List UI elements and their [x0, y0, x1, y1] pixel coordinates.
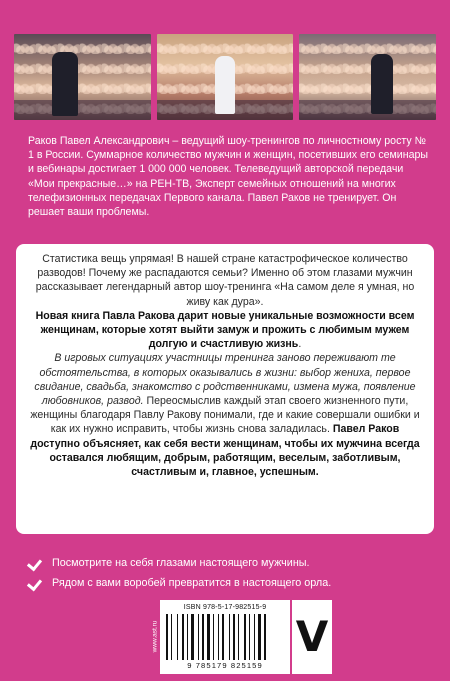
barcode-bar [185, 614, 186, 660]
highlight-end: . [298, 338, 302, 351]
barcode-bar [177, 614, 178, 660]
barcode-bar [231, 614, 232, 660]
barcode-bar [247, 614, 248, 660]
barcode-bar [187, 614, 188, 660]
barcode-bar [200, 614, 201, 660]
barcode-bar [258, 614, 261, 660]
speaker-figure [371, 54, 393, 114]
bullet-text: Посмотрите на себя глазами настоящего мужчины. [52, 557, 310, 569]
barcode-bar [251, 614, 253, 660]
barcode-bar [244, 614, 246, 660]
bullet-text: Рядом с вами воробей превратится в настоящего орла. [52, 577, 332, 589]
photo-strip [14, 34, 436, 120]
highlight-paragraph [30, 309, 420, 352]
highlight-text: Новая книга Павла Ракова дарит новые уникальные возможности всем женщинам, которые хотят выйти замуж и прожить с любимым мужем долгую и счастливую жизнь [35, 309, 415, 351]
barcode-bar [267, 614, 268, 660]
seminar-photo-3 [299, 34, 436, 120]
checkmark-icon [28, 576, 44, 590]
ean-text: 9 785179 825159 [187, 661, 263, 670]
barcode-bar [182, 614, 184, 660]
barcode-bar [171, 614, 172, 660]
barcode-bar [233, 614, 235, 660]
story-bold: Павел Раков доступно объясняет, как себя вести женщинам, чтобы их мужчина всегда оставался любящим, добрым, работящим, веселым, заботливым, счастливым и, главное, успешным. [30, 423, 420, 479]
story-plain: Переосмыслив каждый этап своего жизненного пути, женщины благодаря Павлу Ракову понимали, где и какие совершали ошибки и как их нужно исправить, чтобы жизнь снова заладилась. [30, 395, 420, 436]
barcode-bar [191, 614, 194, 660]
seminar-photo-2 [157, 34, 294, 120]
barcode-bar [198, 614, 199, 660]
seminar-photo-1 [14, 34, 151, 120]
publisher-logo [292, 600, 332, 674]
barcode-bar [238, 614, 239, 660]
barcode-bar [189, 614, 190, 660]
barcode-bar [249, 614, 250, 660]
barcode-bar [179, 614, 181, 660]
publisher-logo-letter: V [295, 612, 329, 661]
barcode-bar [207, 614, 210, 660]
isbn-text: ISBN 978-5-17-982515-9 [183, 604, 267, 611]
story-italic: В игровых ситуациях участницы тренинга заново переживают те обстоятельства, в которых оказывались в жизни: выбор жениха, первое свидание, свадьба, знакомство с родственниками, измена мужа, появление любовников, развод. [34, 352, 416, 408]
barcode-bar [213, 614, 214, 660]
barcode-bar [215, 614, 217, 660]
barcode-bar [225, 614, 228, 660]
barcode-bar [254, 614, 255, 660]
intro-paragraph: Статистика вещь упрямая! В нашей стране катастрофическое количество разводов! Почему же распадаются семьи? Именно об этом глазами мужчин рассказывает легендарный автор шоу-тренинга «На самом деле я умная, но живу как дура». [35, 253, 415, 308]
barcode-bar [205, 614, 206, 660]
publisher-site-text: www.ast.ru [151, 620, 159, 653]
story-paragraph [30, 351, 420, 479]
bullet-item [28, 553, 428, 573]
barcode-bar [195, 614, 197, 660]
barcode-bar [211, 614, 212, 660]
barcode-bars [166, 614, 284, 660]
barcode-bar [222, 614, 224, 660]
barcode-bar [236, 614, 237, 660]
barcode-bar [202, 614, 204, 660]
barcode-bar [240, 614, 243, 660]
bullet-item [28, 573, 428, 593]
barcode [160, 600, 290, 674]
barcode-bar [256, 614, 257, 660]
speaker-figure [52, 52, 78, 116]
barcode-bar [166, 614, 168, 660]
bullet-list [28, 553, 428, 593]
barcode-bar [264, 614, 266, 660]
barcode-bar [262, 614, 263, 660]
barcode-bar [218, 614, 219, 660]
speaker-figure [215, 56, 235, 114]
barcode-bar [220, 614, 221, 660]
author-bio: Раков Павел Александрович – ведущий шоу-тренингов по личностному росту № 1 в России. Суммарное количество мужчин и женщин, посетивших его семинары и вебинары достигает 1 000 000 человек. Телеведущий авторской передачи «Мои прекрасные…» на РЕН-ТВ, Эксперт семейных отношений на многих телефизионных передачах Первого канала. Павел Раков не тренирует. Он решает ваши проблемы. [28, 135, 428, 219]
publisher-site [148, 605, 160, 675]
description-panel [16, 244, 434, 534]
barcode-bar [173, 614, 176, 660]
barcode-bar [169, 614, 170, 660]
checkmark-icon [28, 556, 44, 570]
barcode-bar [229, 614, 230, 660]
